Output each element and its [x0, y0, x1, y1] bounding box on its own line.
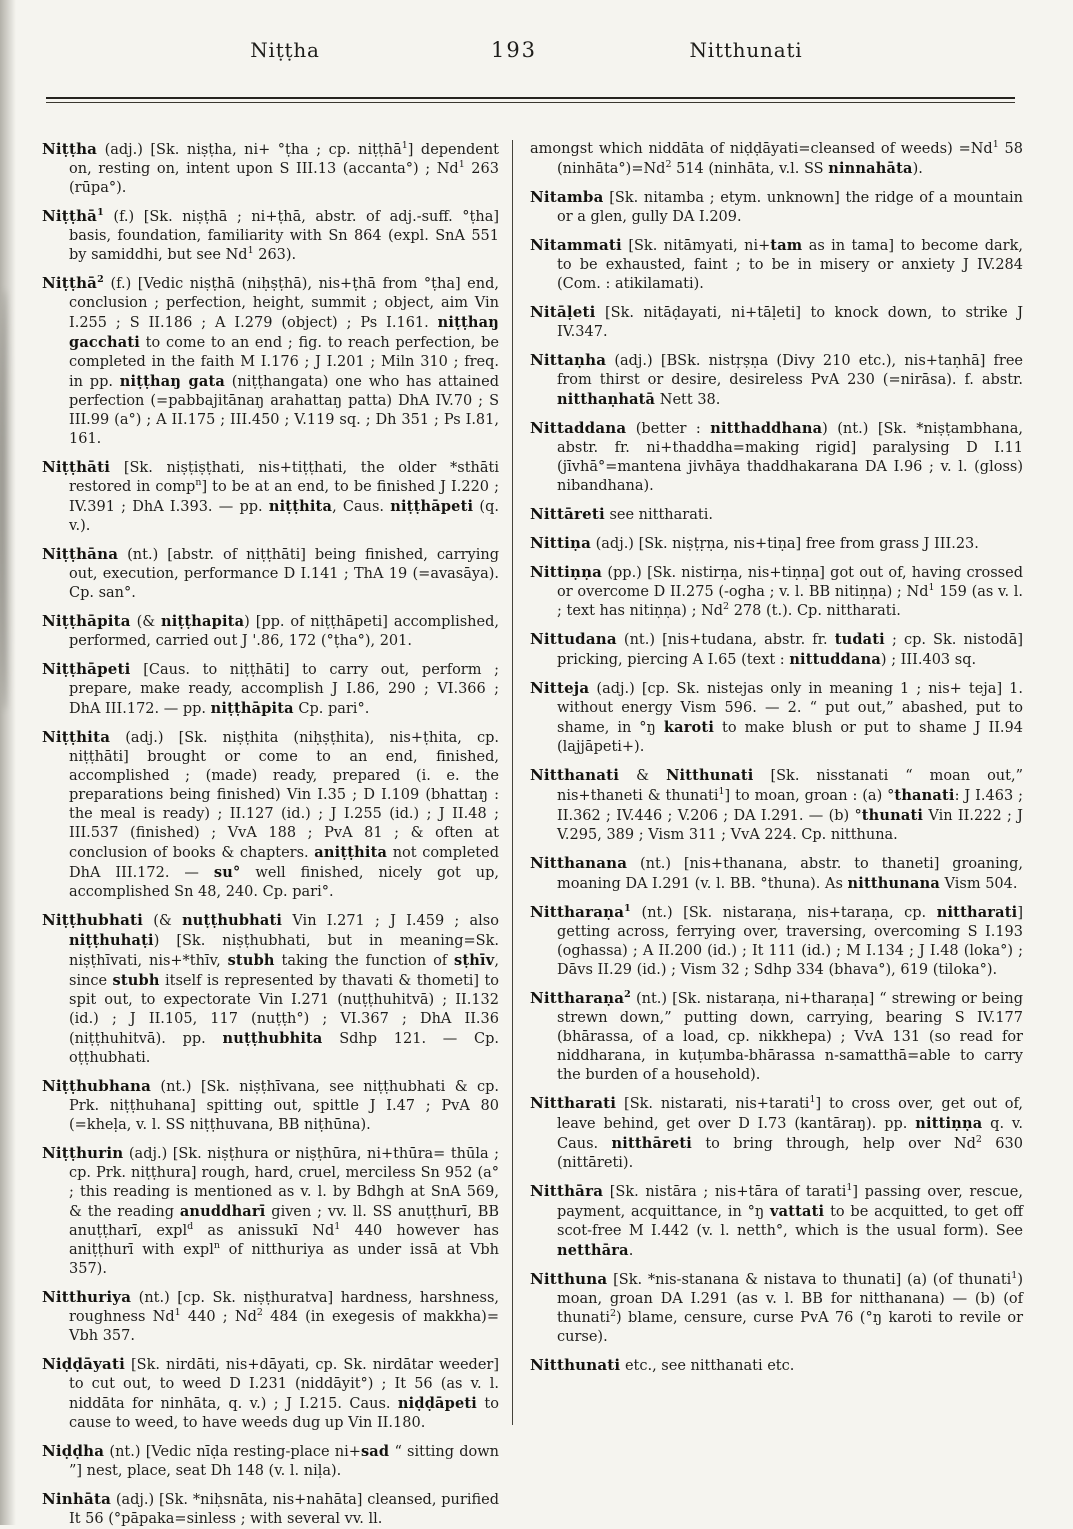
- entry-headword: Nittiṇṇa: [530, 563, 603, 581]
- entry-body: (adj.) [Sk. niṣṭhita (niḥṣṭhita), nis+ṭhita, cp. niṭṭhāti] brought or come to an end, finished, accomplished ; (made) ready, prepared (i. e. the preparations being finished) Vin I.35 ; D I.109 (bhattaŋ : the meal is ready) ; II.127 (id.) ; J I.255 (id.) ; J II.48 ; III.537 (finished) ; VvA 188 ; PvA 81 ; & often at conclusion of books & chapters. aniṭṭhita not completed DhA III.172. — su° well finished, nicely got up, accomplished Sn 48, 240. Cp. pari°.: [69, 730, 500, 900]
- entry-headword: Niṭṭhita: [42, 728, 111, 746]
- entry-body: (nt.) [nis+thanana, abstr. to thaneti] groaning, moaning DA I.291 (v. l. BB. °thuna). As nitthunana Vism 504.: [557, 856, 1024, 892]
- entry-body: (adj.) [BSk. nistṛṣṇa (Divy 210 etc.), nis+taṇhā] free from thirst or desire, desireless PvA 230 (=nirāsa). f. abstr. nitthaṇhatā Nett 38.: [557, 353, 1024, 408]
- entry-headword: Niṭṭhāpita: [42, 612, 131, 630]
- dictionary-entry: [530, 854, 1023, 894]
- entry-headword: Niṭṭha: [42, 140, 98, 158]
- entry-headword: Nitammati: [530, 236, 622, 254]
- dictionary-entry: [42, 1288, 499, 1346]
- header-rule: [46, 97, 1015, 103]
- entry-headword: Ninhāta: [42, 1490, 111, 1508]
- dictionary-entry: [42, 274, 499, 449]
- entry-headword: Nitthanati: [530, 766, 620, 784]
- entry-body: etc., see nitthanati etc.: [624, 1358, 795, 1374]
- entry-headword: Nitteja: [530, 679, 590, 697]
- dictionary-entry: [530, 563, 1023, 621]
- dictionary-entry: [530, 419, 1023, 496]
- dictionary-entry: [530, 505, 1023, 525]
- dictionary-entry: [42, 660, 499, 719]
- entry-headword: Nittāreti: [530, 505, 605, 523]
- entry-body: (adj.) [Sk. niṣṭhura or niṣṭhūra, ni+thūra= thūla ; cp. Prk. niṭṭhura] rough, hard, cruel, merciless Sn 952 (a° ; this reading is mentioned as v. l. by Bdhgh at SnA 569, & the reading anuddharī given ; vv. ll. SS anuṭṭhurī, BB anuṭṭharī, expl$^d$ as anissukī Nd$^1$ 440 however has aniṭṭhurī with expl$^n$ of nitthuriya as under issā at Vbh 357).: [69, 1146, 500, 1277]
- entry-headword: Niṭṭhā$^1$: [42, 207, 104, 225]
- dictionary-entry: [42, 1077, 499, 1135]
- entry-body: (adj.) [Sk. niṣṭha, ni+ °ṭha ; cp. niṭṭhā$^1$] dependent on, resting on, intent upon S III.13 (accanta°) ; Nd$^1$ 263 (rūpa°).: [69, 140, 500, 196]
- dictionary-entry: [530, 1270, 1023, 1347]
- dictionary-entry: [42, 612, 499, 651]
- entry-headword: Nittharaṇa$^1$: [530, 903, 631, 921]
- dictionary-entry: [530, 679, 1023, 757]
- entry-body: (nt.) [Sk. niṣṭhīvana, see niṭṭhubhati & cp. Prk. niṭṭhuhana] spitting out, spittle J I.47 ; PvA 80 (=kheḷa, v. l. SS niṭṭhuvana, BB niṭhūna).: [69, 1079, 500, 1133]
- left-column: [42, 140, 512, 1525]
- right-column: [513, 140, 1023, 1525]
- dictionary-entry: [42, 728, 499, 902]
- entry-body: [Sk. nitāmyati, ni+tam as in tama] to become dark, to be exhausted, faint ; to be in misery or anxiety J IV.284 (Com. : atikilamati).: [557, 237, 1024, 292]
- dictionary-entry: [42, 458, 499, 536]
- entry-body: (nt.) [nis+tudana, abstr. fr. tudati ; cp. Sk. nistodā] pricking, piercing A I.65 (text : nittuddana) ; III.403 sq.: [557, 631, 1024, 668]
- entry-body: (nt.) [Vedic nīḍa resting-place ni+sad “ sitting down ”] nest, place, seat Dh 148 (v. l. niḷa).: [69, 1443, 499, 1479]
- dictionary-entry: [42, 207, 499, 265]
- entry-body: (adj.) [Sk. *niḥsnāta, nis+nahāta] cleansed, purified It 56 (°pāpaka=sinless ; with several vv. ll.: [69, 1492, 499, 1527]
- dictionary-entry: [530, 351, 1023, 410]
- entry-headword: Niṭṭhubhana: [42, 1077, 152, 1095]
- entry-body: (f.) [Sk. niṣṭhā ; ni+ṭhā, abstr. of adj.-suff. °ṭha] basis, foundation, familiarity with Sn 864 (expl. SnA 551 by samiddhi, but see Nd$^1$ 263).: [69, 209, 499, 263]
- dictionary-entry: [42, 1490, 499, 1529]
- entry-body: [Sk. nitamba ; etym. unknown] the ridge of a mountain or a glen, gully DA I.209.: [557, 190, 1024, 225]
- running-head-right: Nitthunati: [689, 38, 803, 62]
- dictionary-entry: [530, 534, 1023, 554]
- dictionary-entry: [42, 1442, 499, 1481]
- entry-body: (better : nitthaddhana) (nt.) [Sk. *niṣṭambhana, abstr. fr. ni+thaddha=making rigid] paralysing D I.11 (jīvhā°=mantena jivhāya thaddhakarana DA I.96 ; v. l. (gloss) nibandhana).: [557, 420, 1023, 494]
- running-head-left: Niṭṭha: [250, 38, 320, 62]
- entry-headword: Nitthuriya: [42, 1288, 132, 1306]
- entry-headword: Nittharati: [530, 1094, 617, 1112]
- entry-body: [Sk. nistarati, nis+tarati$^1$] to cross over, get out of, leave behind, get over D I.73 (kantāraŋ). pp. nittiṇṇa q. v. Caus. nitthāreti to bring through, help over Nd$^2$ 630 (nittāreti).: [557, 1094, 1023, 1171]
- entry-body: amongst which niddāta of niḍḍāyati=cleansed of weeds) $=Nd^1$ 58 $(ninhāta^\circ)=Nd^2$ 514 (ninhāta, v.l. SS ninnahāta).: [530, 139, 1024, 177]
- dictionary-entry: [530, 1182, 1023, 1261]
- entry-body: (nt.) [Sk. nistaraṇa, nis+taraṇa, cp. nittharati] getting across, ferrying over, traversing, overcoming S I.193 (oghassa) ; A II.200 (id.) ; It 111 (id.) ; M I.134 ; J I.48 (loka°) ; Dāvs II.29 (id.) ; Vism 32 ; Sdhp 334 (bhava°), 619 (tiloka°).: [557, 904, 1024, 978]
- entry-headword: Niṭṭhā$^2$: [42, 274, 104, 292]
- entry-body: [Caus. to niṭṭhāti] to carry out, perform ; prepare, make ready, accomplish J I.86, 290 ; VI.366 ; DhA III.172. — pp. niṭṭhāpita Cp. pari°.: [69, 662, 500, 717]
- dictionary-entry: [530, 188, 1023, 227]
- dictionary-entry: [42, 545, 499, 603]
- dictionary-entry: [42, 911, 499, 1068]
- entry-body: [Sk. nirdāti, nis+dāyati, cp. Sk. nirdātar weeder] to cut out, to weed D I.231 (niddāyit°) ; It 56 (as v. l. niddāta for ninhāta, q. v.) ; J I.215. Caus. niḍḍāpeti to cause to weed, to have weeds dug up Vin II.180.: [69, 1357, 500, 1431]
- entry-headword: Nitthuna: [530, 1270, 608, 1288]
- entry-headword: Niṭṭhāti: [42, 458, 111, 476]
- dictionary-entry: [42, 1355, 499, 1433]
- entry-body: (adj.) [cp. Sk. nistejas only in meaning 1 ; nis+ teja] 1. without energy Vism 596. — 2. “ put out,” abashed, put to shame, in °ŋ karoti to make blush or put to shame J II.94 (lajjāpeti+).: [557, 681, 1023, 755]
- dictionary-entry: [530, 989, 1023, 1085]
- entry-headword: Niḍḍha: [42, 1442, 105, 1460]
- dictionary-entry: [530, 903, 1023, 980]
- entry-headword: Nitamba: [530, 188, 604, 206]
- entry-body: [Sk. niṣṭiṣṭhati, nis+tiṭṭhati, the older *sthāti restored in comp$^n$] to be at an end, to be finished J I.220 ; IV.391 ; DhA I.393. — pp. niṭṭhita, Caus. niṭṭhāpeti (q. v.).: [69, 460, 500, 534]
- entry-body: (& nuṭṭhubhati Vin I.271 ; J I.459 ; also niṭṭhuhaṭi) [Sk. niṣṭhubhati, but in meaning=Sk. niṣṭhīvati, nis+*thīv, stubh taking the function of sṭhīv, since stubh itself is represented by thavati & thometi] to spit out, to expectorate Vin I.271 (nuṭṭhuhitvā) ; II.132 (id.) ; J II.105, 117 (nuṭṭh°) ; VI.367 ; DhA II.36 (niṭṭhuhitvā). pp. nuṭṭhubhita Sdhp 121. — Cp. oṭṭhubhati.: [69, 912, 500, 1066]
- dictionary-entry: [530, 1094, 1023, 1173]
- dictionary-entry: [42, 1144, 499, 1279]
- entry-headword: Niḍḍāyati: [42, 1355, 125, 1373]
- entry-headword: Nittiṇa: [530, 534, 591, 552]
- entry-headword: Niṭṭhāna: [42, 545, 119, 563]
- entry-body: see nittharati.: [609, 507, 713, 523]
- entry-headword: Niṭṭhurin: [42, 1144, 124, 1162]
- entry-headword: Nittharaṇa$^2$: [530, 989, 631, 1007]
- entry-body: (& niṭṭhapita) [pp. of niṭṭhāpeti] accomplished, performed, carried out J '.86, 172 (°ṭha°), 201.: [69, 613, 499, 649]
- entry-headword: Nittudana: [530, 630, 617, 648]
- entry-body: (pp.) [Sk. nistirṇa, nis+tiṇṇa] got out of, having crossed or overcome D II.275 (-ogha ; v. l. BB nitiṇṇa) ; Nd$^1$ 159 (as v. l. ; text has nitiṇṇa) ; Nd$^2$ 278 (t.). Cp. nittharati.: [557, 565, 1023, 619]
- dictionary-entry: [530, 1356, 1023, 1376]
- entry-body: (adj.) [Sk. niṣṭṛṇa, nis+tiṇa] free from grass J III.23.: [595, 536, 979, 552]
- entry-body: (nt.) [cp. Sk. niṣṭhuratva] hardness, harshness, roughness Nd$^1$ 440 ; Nd$^2$ 484 (in exegesis of makkha)= Vbh 357.: [69, 1290, 499, 1344]
- entry-headword: Nitāḷeti: [530, 303, 596, 321]
- entry-body: (f.) [Vedic niṣṭhā (niḥṣṭhā), nis+ṭhā from °ṭha] end, conclusion ; perfection, height, summit ; object, aim Vin I.255 ; S II.186 ; A I.279 (object) ; Ps I.161. niṭṭhaŋ gacchati to come to an end ; fig. to reach perfection, be completed in the faith M I.176 ; J I.201 ; Miln 310 ; freq. in pp. niṭṭhaŋ gata (niṭṭhangata) one who has attained perfection (=pabbajitānaŋ arahattaŋ patta) DhA IV.70 ; S III.99 (a°) ; A II.175 ; III.450 ; V.119 sq. ; Dh 351 ; Ps I.81, 161.: [69, 276, 499, 447]
- dictionary-entry: [530, 630, 1023, 670]
- entry-headword: Niṭṭhāpeti: [42, 660, 131, 678]
- entry-body: & Nitthunati [Sk. nisstanati “ moan out,” nis+thaneti & thunati$^1$] to moan, groan : (a) °thanati: J I.463 ; II.362 ; IV.446 ; V.206 ; DA I.291. — (b) °thunati Vin II.222 ; J V.295, 389 ; Vism 311 ; VvA 224. Cp. nitthuna.: [557, 767, 1023, 843]
- dictionary-entry: [530, 236, 1023, 294]
- entry-headword: Nittaddana: [530, 419, 627, 437]
- dictionary-entry: [530, 766, 1023, 845]
- entry-body: [Sk. nistāra ; nis+tāra of tarati$^1$] passing over, rescue, payment, acquittance, in °ŋ vattati to be acquitted, to get off scot-free M I.442 (v. l. netth°, which is the usual form). See netthāra.: [557, 1182, 1023, 1259]
- scan-smudge: [0, 290, 10, 710]
- scan-edge-shadow: [0, 0, 16, 1525]
- dictionary-entry: [42, 140, 499, 198]
- entry-headword: Nitthāra: [530, 1182, 604, 1200]
- dictionary-entry: [530, 303, 1023, 342]
- entry-body: [Sk. *nis-stanana & nistava to thunati] (a) (of thunati$^1$) moan, groan DA I.291 (as v. l. BB for nitthanana) — (b) (of thunati$^2$) blame, censure, curse PvA 76 (°ŋ karoti to revile or curse).: [557, 1270, 1023, 1345]
- entry-body: (nt.) [abstr. of niṭṭhāti] being finished, carrying out, execution, performance D I.141 ; ThA 19 (=avasāya). Cp. san°.: [69, 547, 499, 601]
- entry-headword: Nittaṇha: [530, 351, 607, 369]
- dictionary-entry-continuation: [530, 140, 1023, 179]
- entry-body: (nt.) [Sk. nistaraṇa, ni+tharaṇa] “ strewing or being strewn down,” putting down, carrying, bearing S IV.177 (bhārassa, of a load, cp. nikkhepa) ; VvA 131 (so read for niddharana, in kuṭumba-bhārassa n-samatthā=able to carry the burden of a household).: [557, 991, 1023, 1083]
- entry-headword: Nitthunati: [530, 1356, 621, 1374]
- entry-headword: Niṭṭhubhati: [42, 911, 144, 929]
- entry-body: [Sk. nitāḍayati, ni+tāḷeti] to knock down, to strike J IV.347.: [557, 305, 1024, 340]
- entry-headword: Nitthanana: [530, 854, 628, 872]
- page-header: [0, 38, 1073, 72]
- page-number: 193: [490, 38, 538, 62]
- text-columns: [42, 140, 1023, 1525]
